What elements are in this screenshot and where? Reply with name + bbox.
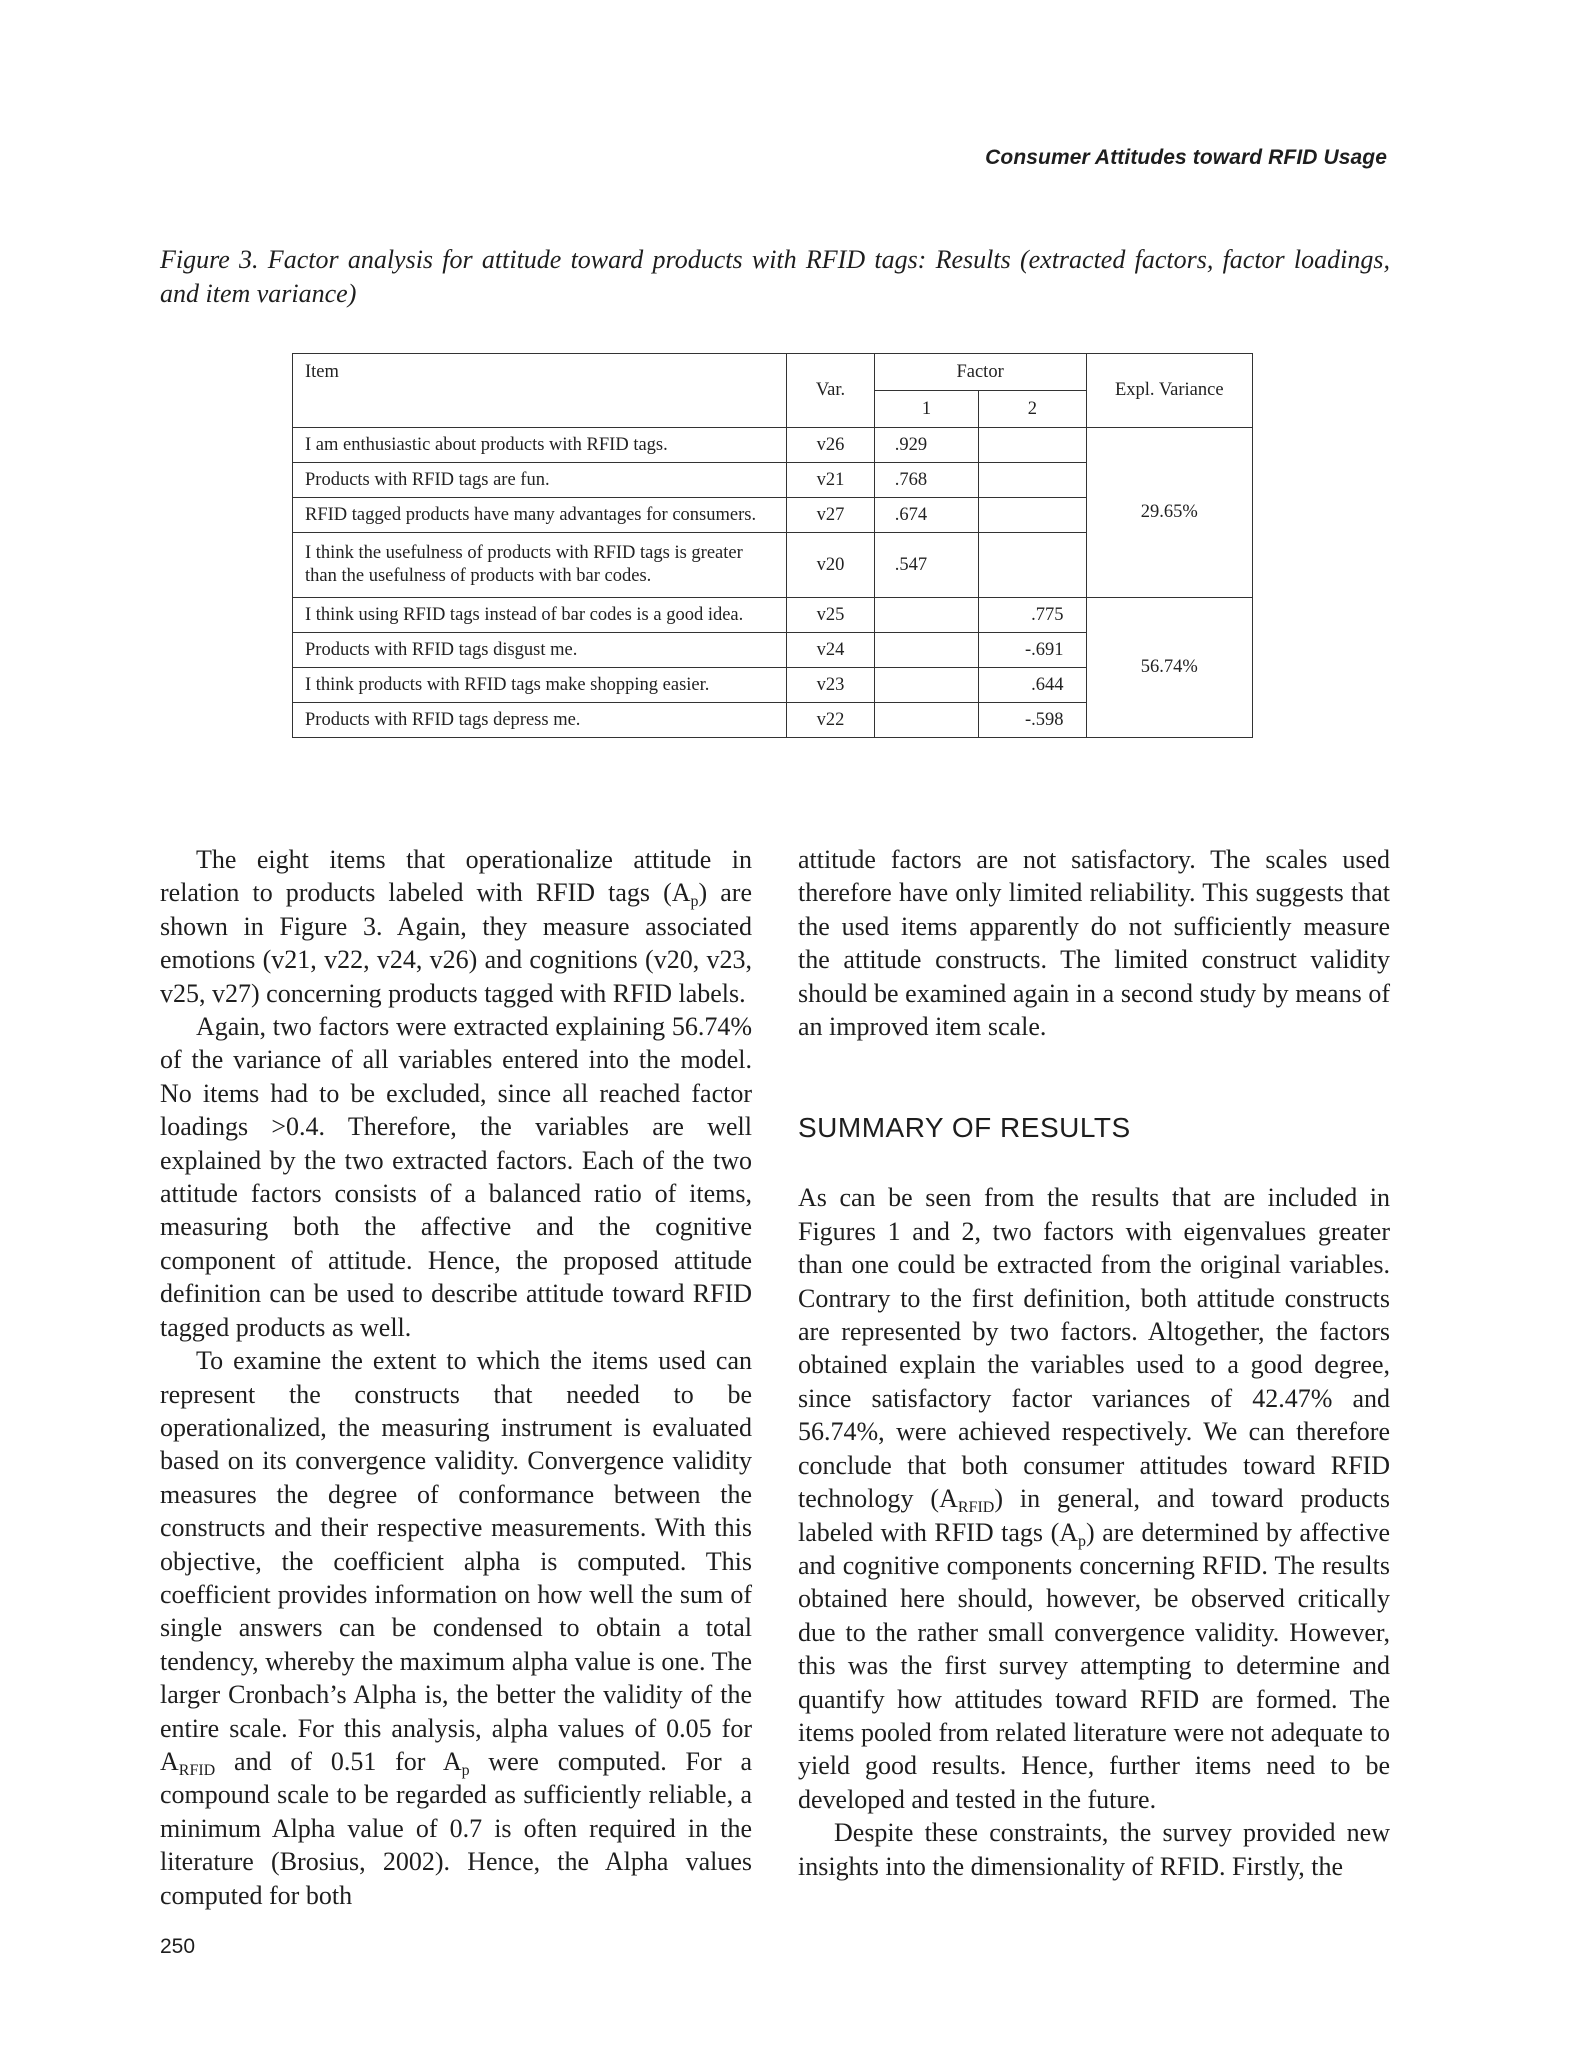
table-row bbox=[293, 428, 1253, 463]
cell-item: I think the usefulness of products with RFID tags is greater than the usefulness of products with bar codes. bbox=[293, 533, 787, 598]
header-var: Var. bbox=[787, 354, 874, 428]
cell-var: v20 bbox=[787, 533, 874, 598]
cell-factor-1 bbox=[874, 703, 979, 738]
cell-item: Products with RFID tags depress me. bbox=[293, 703, 787, 738]
cell-var: v21 bbox=[787, 463, 874, 498]
header-factor-1: 1 bbox=[874, 391, 979, 428]
cell-factor-2: .644 bbox=[979, 668, 1086, 703]
cell-factor-1 bbox=[874, 668, 979, 703]
body-paragraph: As can be seen from the results that are included in Figures 1 and 2, two factors with eigenvalues greater than one could be extracted from the original variables. Contrary to the first definition, both attitude constructs are represented by two factors. Altogether, the factors obtained explain the variables used to a good degree, since satisfactory factor variances of 42.47% and 56.74%, were achieved respectively. We can therefore conclude that both consumer attitudes toward RFID technology $(A_{RFID})$ in general, and toward products labeled with RFID tags $(A_p)$ are determined by affective and cognitive components concerning RFID. The results obtained here should, however, be observed critically due to the rather small convergence validity. However, this was the first survey attempting to determine and quantify how attitudes toward RFID are formed. The items pooled from related literature were not adequate to yield good results. Hence, further items need to be developed and tested in the future. bbox=[798, 1183, 1390, 1814]
left-column bbox=[160, 843, 752, 1912]
cell-var: v25 bbox=[787, 598, 874, 633]
cell-factor-2 bbox=[979, 533, 1086, 598]
cell-factor-2 bbox=[979, 463, 1086, 498]
table-header-row bbox=[293, 354, 1253, 391]
cell-factor-1: .547 bbox=[874, 533, 979, 598]
page-number: 250 bbox=[160, 1935, 196, 1958]
cell-var: v23 bbox=[787, 668, 874, 703]
cell-expl-variance-1: 29.65% bbox=[1086, 428, 1252, 598]
cell-var: v27 bbox=[787, 498, 874, 533]
cell-factor-2 bbox=[979, 498, 1086, 533]
body-paragraph: Despite these constraints, the survey provided new insights into the dimensionality of RFID. Firstly, the bbox=[798, 1818, 1390, 1881]
cell-factor-1 bbox=[874, 633, 979, 668]
body-paragraph: To examine the extent to which the items used can represent the constructs that needed to be operationalized, the measuring instrument is evaluated based on its convergence validity. Convergence validity measures the degree of conformance between the constructs and their respective measurements. With this objective, the coefficient alpha is computed. This coefficient provides information on how well the sum of single answers can be condensed to obtain a total tendency, whereby the maximum alpha value is one. The larger Cronbach’s Alpha is, the better the validity of the entire scale. For this analysis, alpha values of 0.05 for $A_{RFID}$ and of 0.51 for $A_p$ were computed. For a compound scale to be regarded as sufficiently reliable, a minimum Alpha value of 0.7 is often required in the literature (Brosius, 2002). Hence, the Alpha values computed for both bbox=[160, 1346, 752, 1910]
running-head: Consumer Attitudes toward RFID Usage bbox=[985, 146, 1387, 169]
cell-item: I think products with RFID tags make shopping easier. bbox=[293, 668, 787, 703]
cell-factor-1: .768 bbox=[874, 463, 979, 498]
cell-item: RFID tagged products have many advantages for consumers. bbox=[293, 498, 787, 533]
section-heading: SUMMARY OF RESULTS bbox=[798, 1112, 1131, 1144]
table-row bbox=[293, 598, 1253, 633]
cell-factor-2 bbox=[979, 428, 1086, 463]
body-paragraph: Again, two factors were extracted explaining 56.74% of the variance of all variables entered into the model. No items had to be excluded, since all reached factor loadings >0.4. Therefore, the variables are well explained by the two extracted factors. Each of the two attitude factors consists of a balanced ratio of items, measuring both the affective and the cognitive component of attitude. Hence, the proposed attitude definition can be used to describe attitude toward RFID tagged products as well. bbox=[160, 1012, 752, 1342]
cell-item: I am enthusiastic about products with RFID tags. bbox=[293, 428, 787, 463]
factor-table bbox=[292, 353, 1253, 738]
cell-factor-2: .775 bbox=[979, 598, 1086, 633]
figure-caption: Figure 3. Factor analysis for attitude toward products with RFID tags: Results (extracted factors, factor loadings, and item variance) bbox=[160, 245, 1390, 308]
header-expl-variance: Expl. Variance bbox=[1086, 354, 1252, 428]
header-factor: Factor bbox=[874, 354, 1086, 391]
header-item: Item bbox=[293, 354, 787, 428]
cell-factor-2: -.691 bbox=[979, 633, 1086, 668]
cell-var: v22 bbox=[787, 703, 874, 738]
cell-factor-1: .929 bbox=[874, 428, 979, 463]
cell-var: v24 bbox=[787, 633, 874, 668]
right-column bbox=[798, 843, 1390, 1883]
cell-item: Products with RFID tags disgust me. bbox=[293, 633, 787, 668]
cell-item: I think using RFID tags instead of bar codes is a good idea. bbox=[293, 598, 787, 633]
cell-factor-1: .674 bbox=[874, 498, 979, 533]
cell-expl-variance-2: 56.74% bbox=[1086, 598, 1252, 738]
body-paragraph: The eight items that operationalize attitude in relation to products labeled with RFID tags $(A_p)$ are shown in Figure 3. Again, they measure associated emotions (v21, v22, v24, v26) and cognitions (v20, v23, v25, v27) concerning products tagged with RFID labels. bbox=[160, 845, 752, 1008]
cell-factor-1 bbox=[874, 598, 979, 633]
cell-factor-2: -.598 bbox=[979, 703, 1086, 738]
body-paragraph: attitude factors are not satisfactory. The scales used therefore have only limited reliability. This suggests that the used items apparently do not sufficiently measure the attitude constructs. The limited construct validity should be examined again in a second study by means of an improved item scale. bbox=[798, 845, 1390, 1042]
cell-var: v26 bbox=[787, 428, 874, 463]
header-factor-2: 2 bbox=[979, 391, 1086, 428]
cell-item: Products with RFID tags are fun. bbox=[293, 463, 787, 498]
